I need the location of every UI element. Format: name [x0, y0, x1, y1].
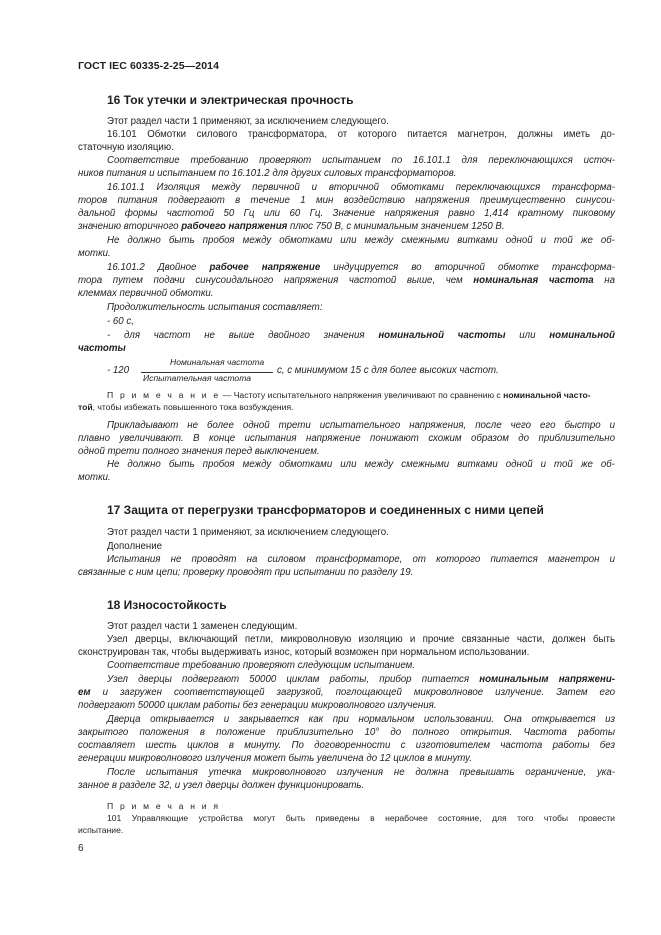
paragraph: Соответствие требованию проверяют испытанием по 16.101.1 для переключающихся источ- — [107, 155, 615, 166]
formula-denominator: Испытательная частота — [143, 373, 252, 383]
section-17-title: 17 Защита от перегрузки трансформаторов и соединенных с ними цепей — [107, 503, 544, 517]
notes-label: П р и м е ч а н и я — [107, 801, 221, 811]
note: П р и м е ч а н и е — Частоту испытательного напряжения увеличивают по сравнению с номинальной часто- — [107, 390, 591, 400]
paragraph: занное в разделе 32, и узел дверцы должен функционировать. — [78, 780, 365, 791]
term: рабочее напряжение — [209, 262, 321, 273]
paragraph: значению вторичного рабочего напряжения плюс 750 В, с минимальным значением 1250 В. — [78, 221, 505, 232]
paragraph: 16.101.1 Изоляция между первичной и вторичной обмотками переключающихся трансформа- — [107, 182, 615, 193]
paragraph: ем и загружен соответствующей загрузкой, поглощающей микроволновое излучение. Затем его — [78, 687, 615, 698]
formula-prefix: - 120 — [107, 365, 130, 376]
paragraph: Прикладывают не более одной трети испытательного напряжения, после чего его быстро и — [107, 420, 615, 431]
paragraph: одной трети полного значения перед выключением. — [78, 446, 320, 457]
list-item: - 60 с, — [107, 316, 134, 327]
paragraph: Этот раздел части 1 заменен следующим. — [107, 621, 298, 632]
paragraph: Этот раздел части 1 применяют, за исключением следующего. — [107, 527, 389, 538]
term: рабочего напряжения — [181, 221, 288, 232]
term: номинальная частота — [473, 275, 594, 286]
paragraph: 16.101.2 Двойное рабочее напряжение индуцируется во вторичной обмотке трансформа- — [107, 262, 616, 273]
paragraph: Соответствие требованию проверяют следующим испытанием. — [107, 660, 415, 671]
section-18-title: 18 Износостойкость — [107, 598, 227, 612]
paragraph: ников питания и испытанием по 16.101.2 для других силовых трансформаторов. — [78, 168, 457, 179]
list-item: частоты — [78, 343, 126, 354]
paragraph: составляет шесть циклов в минуту. По договоренности с изготовителем частота работы без — [78, 740, 615, 751]
paragraph: дальной формы частотой 50 Гц или 60 Гц. Значение напряжения равно 1,414 кратному пиковому — [78, 208, 615, 219]
note: 101 Управляющие устройства могут быть приведены в нерабочее состояние, для того чтобы провести — [107, 813, 615, 823]
section-16-title: 16 Ток утечки и электрическая прочность — [107, 93, 354, 107]
paragraph: торов питания подвергают в течение 1 мин воздействию напряжения преимущественно синусои- — [78, 195, 615, 206]
paragraph: Узел дверцы подвергают 50000 циклам работы, прибор питается номинальным напряжени- — [107, 674, 615, 685]
document-header: ГОСТ IEC 60335-2-25—2014 — [78, 60, 220, 72]
paragraph: плавно увеличивают. В конце испытания напряжение понижают схожим образом до приблизительно — [78, 433, 615, 444]
paragraph: Не должно быть пробоя между обмотками или между смежными витками одной и той же об- — [107, 459, 615, 470]
paragraph: тора путем подачи синусоидального напряжения частотой выше, чем номинальная частота на — [78, 275, 616, 286]
paragraph: Узел дверцы, включающий петли, микроволновую изоляцию и прочие связанные части, должен быть — [107, 634, 615, 645]
paragraph: статочную изоляцию. — [78, 142, 174, 153]
paragraph: подвергают 50000 циклам работы без генерации микроволнового излучения. — [78, 700, 437, 711]
note: той, чтобы избежать повышенного тока возбуждения. — [78, 402, 294, 412]
note-label: П р и м е ч а н и е — [107, 390, 221, 400]
paragraph: После испытания утечка микроволнового излучения не должна превышать ограничение, ука- — [107, 767, 615, 778]
page-number: 6 — [78, 843, 84, 854]
paragraph: 16.101 Обмотки силового трансформатора, от которого питается магнетрон, должны иметь до- — [107, 129, 615, 140]
paragraph: мотки. — [78, 472, 111, 483]
list-item: - для частот не выше двойного значения номинальной частоты или номинальной — [107, 330, 615, 341]
paragraph: закрытого положения в положение приблизительно 10° до полного открытия. Частота работы — [78, 727, 615, 738]
paragraph: клеммах первичной обмотки. — [78, 288, 214, 299]
paragraph: Дополнение — [107, 541, 163, 552]
formula-suffix: с, с минимумом 15 с для более высоких частот. — [277, 365, 499, 376]
formula-numerator: Номинальная частота — [170, 357, 265, 367]
paragraph: Дверца открывается и закрывается как при нормальном использовании. Она открывается из — [107, 714, 615, 725]
paragraph: связанные с ним цепи; проверку проводят при испытании по разделу 19. — [78, 567, 414, 578]
paragraph: генерации микроволнового излучения может быть увеличена до 12 циклов в минуту. — [78, 753, 473, 764]
note: испытание. — [78, 825, 124, 835]
paragraph: Продолжительность испытания составляет: — [107, 302, 323, 313]
paragraph: Испытания не проводят на силовом трансформаторе, от которого питается магнетрон и — [107, 554, 615, 565]
paragraph: мотки. — [78, 248, 111, 259]
paragraph: Не должно быть пробоя между обмотками или между смежными витками одной и той же об- — [107, 235, 615, 246]
paragraph: Этот раздел части 1 применяют, за исключением следующего. — [107, 116, 389, 127]
paragraph: сконструирован так, чтобы выдерживать износ, который возможен при нормальном использовании. — [78, 647, 530, 658]
